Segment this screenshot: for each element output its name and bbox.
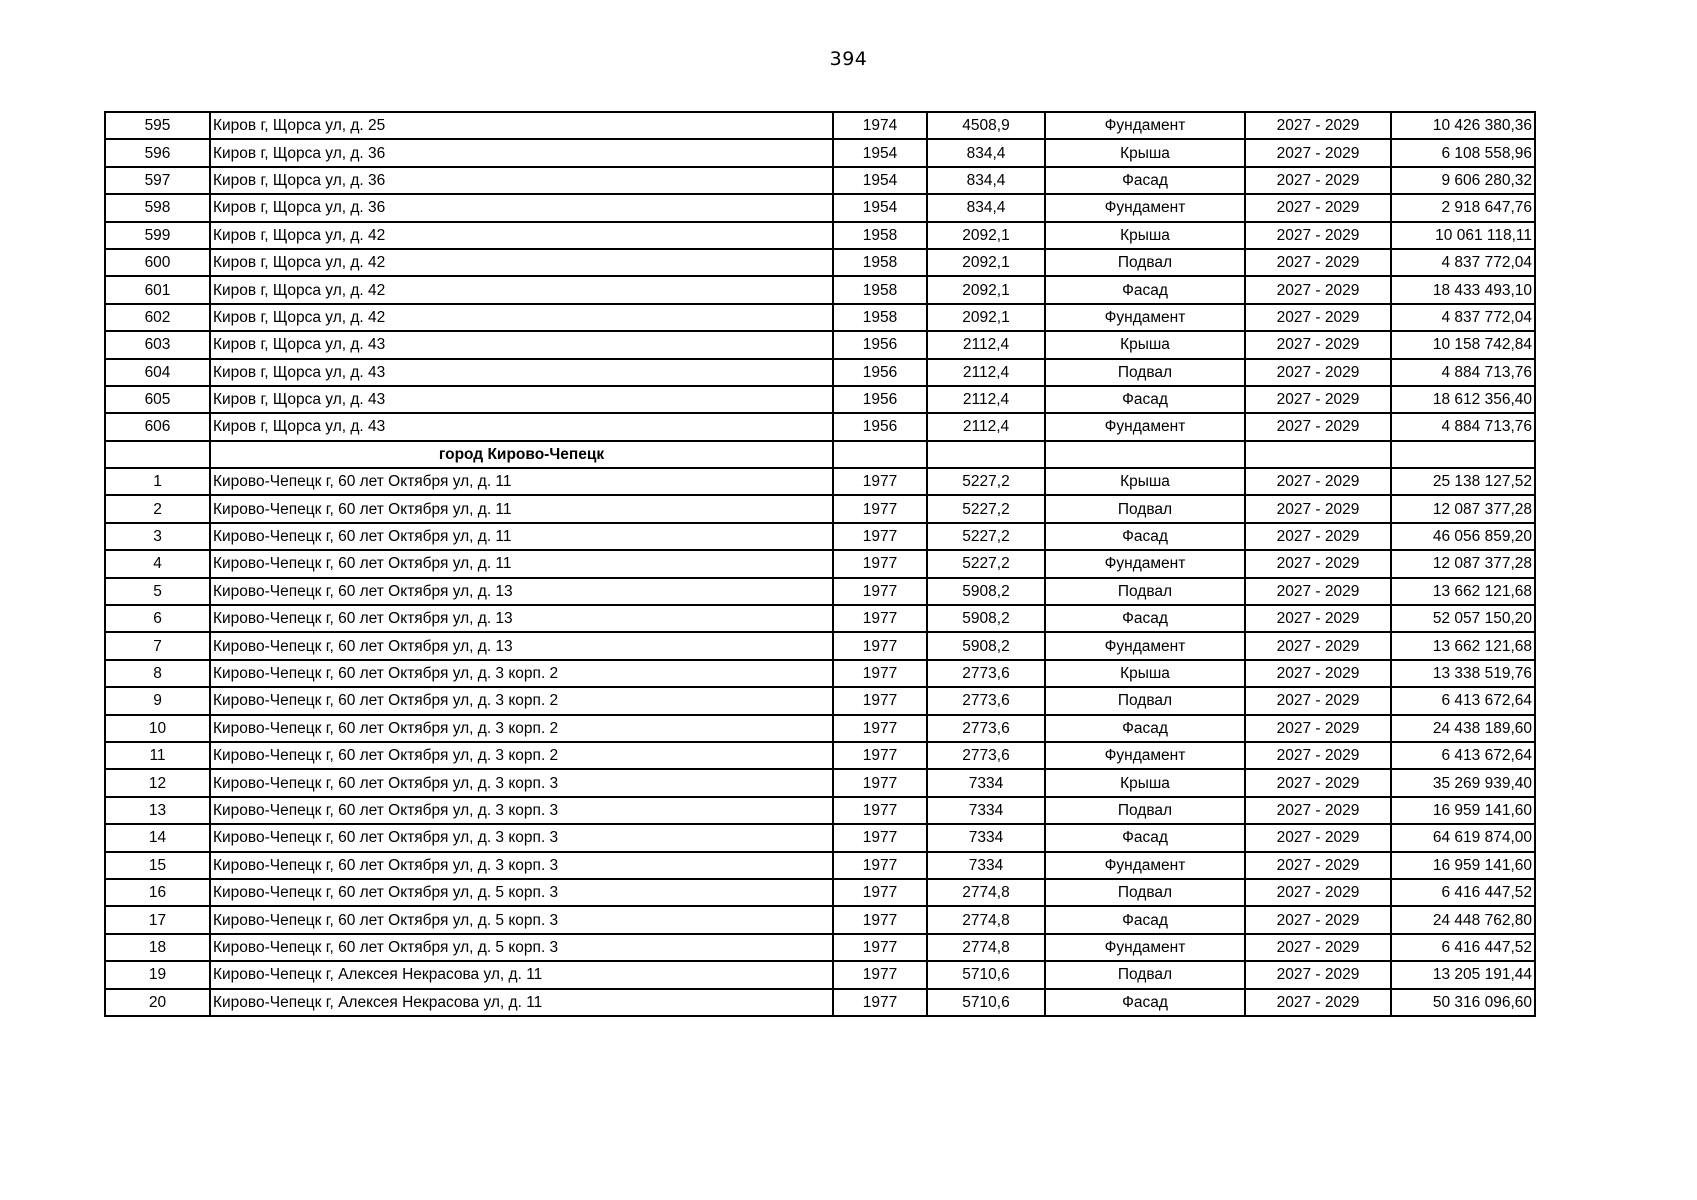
period-cell: 2027 - 2029 bbox=[1245, 359, 1391, 386]
cost-cell: 64 619 874,00 bbox=[1391, 824, 1535, 851]
row-number-cell: 603 bbox=[105, 331, 210, 358]
period-cell: 2027 - 2029 bbox=[1245, 961, 1391, 988]
address-cell: Кирово-Чепецк г, 60 лет Октября ул, д. 11 bbox=[210, 468, 833, 495]
page-number: 394 bbox=[829, 48, 868, 70]
period-cell: 2027 - 2029 bbox=[1245, 249, 1391, 276]
area-cell: 5227,2 bbox=[927, 523, 1045, 550]
area-cell: 5227,2 bbox=[927, 468, 1045, 495]
year-built-cell: 1958 bbox=[833, 249, 927, 276]
table-row bbox=[105, 139, 1535, 166]
area-cell: 5227,2 bbox=[927, 550, 1045, 577]
cost-cell: 18 612 356,40 bbox=[1391, 386, 1535, 413]
area-cell: 5227,2 bbox=[927, 495, 1045, 522]
cost-cell: 52 057 150,20 bbox=[1391, 605, 1535, 632]
period-cell: 2027 - 2029 bbox=[1245, 550, 1391, 577]
work-type-cell: Фасад bbox=[1045, 523, 1245, 550]
work-type-cell: Крыша bbox=[1045, 139, 1245, 166]
work-type-cell: Фасад bbox=[1045, 167, 1245, 194]
row-number-cell: 600 bbox=[105, 249, 210, 276]
empty-cell bbox=[833, 441, 927, 468]
period-cell: 2027 - 2029 bbox=[1245, 578, 1391, 605]
row-number-cell: 2 bbox=[105, 495, 210, 522]
cost-cell: 13 662 121,68 bbox=[1391, 578, 1535, 605]
address-cell: Кирово-Чепецк г, 60 лет Октября ул, д. 13 bbox=[210, 632, 833, 659]
row-number-cell: 3 bbox=[105, 523, 210, 550]
period-cell: 2027 - 2029 bbox=[1245, 167, 1391, 194]
table-row bbox=[105, 687, 1535, 714]
year-built-cell: 1977 bbox=[833, 989, 927, 1016]
address-cell: Киров г, Щорса ул, д. 42 bbox=[210, 276, 833, 303]
address-cell: Кирово-Чепецк г, 60 лет Октября ул, д. 5 корп. 3 bbox=[210, 906, 833, 933]
address-cell: Кирово-Чепецк г, 60 лет Октября ул, д. 3 корп. 3 bbox=[210, 769, 833, 796]
cost-cell: 12 087 377,28 bbox=[1391, 495, 1535, 522]
row-number-cell: 599 bbox=[105, 222, 210, 249]
cost-cell: 6 413 672,64 bbox=[1391, 687, 1535, 714]
row-number-cell: 7 bbox=[105, 632, 210, 659]
year-built-cell: 1977 bbox=[833, 797, 927, 824]
cost-cell: 2 918 647,76 bbox=[1391, 194, 1535, 221]
area-cell: 834,4 bbox=[927, 194, 1045, 221]
address-cell: Кирово-Чепецк г, 60 лет Октября ул, д. 3 корп. 2 bbox=[210, 687, 833, 714]
period-cell: 2027 - 2029 bbox=[1245, 331, 1391, 358]
row-number-cell: 1 bbox=[105, 468, 210, 495]
address-cell: Киров г, Щорса ул, д. 36 bbox=[210, 194, 833, 221]
table-row bbox=[105, 961, 1535, 988]
area-cell: 2774,8 bbox=[927, 879, 1045, 906]
cost-cell: 6 416 447,52 bbox=[1391, 934, 1535, 961]
row-number-cell: 15 bbox=[105, 852, 210, 879]
table-row bbox=[105, 824, 1535, 851]
period-cell: 2027 - 2029 bbox=[1245, 824, 1391, 851]
year-built-cell: 1977 bbox=[833, 523, 927, 550]
period-cell: 2027 - 2029 bbox=[1245, 468, 1391, 495]
row-number-cell: 13 bbox=[105, 797, 210, 824]
row-number-cell: 601 bbox=[105, 276, 210, 303]
work-type-cell: Фасад bbox=[1045, 605, 1245, 632]
empty-cell bbox=[1245, 441, 1391, 468]
table-row bbox=[105, 249, 1535, 276]
cost-cell: 35 269 939,40 bbox=[1391, 769, 1535, 796]
area-cell: 2092,1 bbox=[927, 276, 1045, 303]
work-type-cell: Фундамент bbox=[1045, 934, 1245, 961]
cost-cell: 10 158 742,84 bbox=[1391, 331, 1535, 358]
cost-cell: 6 416 447,52 bbox=[1391, 879, 1535, 906]
cost-cell: 4 884 713,76 bbox=[1391, 413, 1535, 440]
address-cell: Кирово-Чепецк г, 60 лет Октября ул, д. 3 корп. 3 bbox=[210, 824, 833, 851]
work-type-cell: Подвал bbox=[1045, 687, 1245, 714]
area-cell: 5908,2 bbox=[927, 605, 1045, 632]
cost-cell: 24 448 762,80 bbox=[1391, 906, 1535, 933]
row-number-cell: 18 bbox=[105, 934, 210, 961]
work-type-cell: Фундамент bbox=[1045, 632, 1245, 659]
table-row bbox=[105, 276, 1535, 303]
work-type-cell: Фасад bbox=[1045, 989, 1245, 1016]
table-row bbox=[105, 304, 1535, 331]
work-type-cell: Подвал bbox=[1045, 961, 1245, 988]
work-type-cell: Фасад bbox=[1045, 715, 1245, 742]
work-type-cell: Фундамент bbox=[1045, 852, 1245, 879]
period-cell: 2027 - 2029 bbox=[1245, 139, 1391, 166]
year-built-cell: 1977 bbox=[833, 550, 927, 577]
year-built-cell: 1977 bbox=[833, 852, 927, 879]
work-type-cell: Крыша bbox=[1045, 331, 1245, 358]
table-row bbox=[105, 989, 1535, 1016]
address-cell: Кирово-Чепецк г, 60 лет Октября ул, д. 3 корп. 2 bbox=[210, 742, 833, 769]
row-number-cell: 8 bbox=[105, 660, 210, 687]
table-row bbox=[105, 660, 1535, 687]
year-built-cell: 1977 bbox=[833, 934, 927, 961]
area-cell: 7334 bbox=[927, 769, 1045, 796]
table-row bbox=[105, 934, 1535, 961]
address-cell: Кирово-Чепецк г, 60 лет Октября ул, д. 11 bbox=[210, 523, 833, 550]
table-row bbox=[105, 550, 1535, 577]
cost-cell: 16 959 141,60 bbox=[1391, 797, 1535, 824]
cost-cell: 12 087 377,28 bbox=[1391, 550, 1535, 577]
work-type-cell: Фундамент bbox=[1045, 194, 1245, 221]
area-cell: 5908,2 bbox=[927, 578, 1045, 605]
address-cell: Кирово-Чепецк г, 60 лет Октября ул, д. 3 корп. 3 bbox=[210, 852, 833, 879]
address-cell: Киров г, Щорса ул, д. 43 bbox=[210, 331, 833, 358]
period-cell: 2027 - 2029 bbox=[1245, 523, 1391, 550]
row-number-cell: 14 bbox=[105, 824, 210, 851]
table-row bbox=[105, 879, 1535, 906]
address-cell: Киров г, Щорса ул, д. 25 bbox=[210, 112, 833, 139]
cost-cell: 6 108 558,96 bbox=[1391, 139, 1535, 166]
row-number-cell: 19 bbox=[105, 961, 210, 988]
year-built-cell: 1977 bbox=[833, 687, 927, 714]
row-number-cell: 604 bbox=[105, 359, 210, 386]
year-built-cell: 1956 bbox=[833, 359, 927, 386]
cost-cell: 13 662 121,68 bbox=[1391, 632, 1535, 659]
period-cell: 2027 - 2029 bbox=[1245, 769, 1391, 796]
table-row bbox=[105, 112, 1535, 139]
row-number-cell: 17 bbox=[105, 906, 210, 933]
cost-cell: 10 426 380,36 bbox=[1391, 112, 1535, 139]
period-cell: 2027 - 2029 bbox=[1245, 276, 1391, 303]
cost-cell: 9 606 280,32 bbox=[1391, 167, 1535, 194]
empty-cell bbox=[1045, 441, 1245, 468]
period-cell: 2027 - 2029 bbox=[1245, 715, 1391, 742]
address-cell: Киров г, Щорса ул, д. 42 bbox=[210, 304, 833, 331]
address-cell: Киров г, Щорса ул, д. 43 bbox=[210, 386, 833, 413]
area-cell: 2092,1 bbox=[927, 249, 1045, 276]
area-cell: 2112,4 bbox=[927, 359, 1045, 386]
address-cell: Кирово-Чепецк г, 60 лет Октября ул, д. 5 корп. 3 bbox=[210, 934, 833, 961]
year-built-cell: 1977 bbox=[833, 632, 927, 659]
cost-cell: 46 056 859,20 bbox=[1391, 523, 1535, 550]
period-cell: 2027 - 2029 bbox=[1245, 495, 1391, 522]
table-row bbox=[105, 194, 1535, 221]
work-type-cell: Фасад bbox=[1045, 276, 1245, 303]
row-number-cell: 602 bbox=[105, 304, 210, 331]
year-built-cell: 1977 bbox=[833, 879, 927, 906]
cost-cell: 25 138 127,52 bbox=[1391, 468, 1535, 495]
period-cell: 2027 - 2029 bbox=[1245, 879, 1391, 906]
period-cell: 2027 - 2029 bbox=[1245, 906, 1391, 933]
address-cell: Киров г, Щорса ул, д. 43 bbox=[210, 413, 833, 440]
year-built-cell: 1954 bbox=[833, 139, 927, 166]
area-cell: 5908,2 bbox=[927, 632, 1045, 659]
area-cell: 2112,4 bbox=[927, 386, 1045, 413]
year-built-cell: 1977 bbox=[833, 578, 927, 605]
address-cell: Киров г, Щорса ул, д. 42 bbox=[210, 222, 833, 249]
work-type-cell: Крыша bbox=[1045, 222, 1245, 249]
row-number-cell: 595 bbox=[105, 112, 210, 139]
year-built-cell: 1977 bbox=[833, 605, 927, 632]
row-number-cell: 4 bbox=[105, 550, 210, 577]
work-type-cell: Крыша bbox=[1045, 660, 1245, 687]
table-row bbox=[105, 167, 1535, 194]
year-built-cell: 1954 bbox=[833, 167, 927, 194]
period-cell: 2027 - 2029 bbox=[1245, 222, 1391, 249]
table-row bbox=[105, 715, 1535, 742]
address-cell: Кирово-Чепецк г, Алексея Некрасова ул, д. 11 bbox=[210, 961, 833, 988]
period-cell: 2027 - 2029 bbox=[1245, 632, 1391, 659]
work-type-cell: Фундамент bbox=[1045, 112, 1245, 139]
area-cell: 7334 bbox=[927, 852, 1045, 879]
period-cell: 2027 - 2029 bbox=[1245, 605, 1391, 632]
work-type-cell: Фундамент bbox=[1045, 550, 1245, 577]
work-type-cell: Подвал bbox=[1045, 359, 1245, 386]
address-cell: Киров г, Щорса ул, д. 36 bbox=[210, 167, 833, 194]
table-row bbox=[105, 523, 1535, 550]
year-built-cell: 1958 bbox=[833, 222, 927, 249]
cost-cell: 13 338 519,76 bbox=[1391, 660, 1535, 687]
table-row bbox=[105, 632, 1535, 659]
row-number-cell: 605 bbox=[105, 386, 210, 413]
work-type-cell: Фундамент bbox=[1045, 742, 1245, 769]
work-type-cell: Подвал bbox=[1045, 495, 1245, 522]
address-cell: Киров г, Щорса ул, д. 36 bbox=[210, 139, 833, 166]
area-cell: 2773,6 bbox=[927, 715, 1045, 742]
row-number-cell: 11 bbox=[105, 742, 210, 769]
table-row bbox=[105, 331, 1535, 358]
work-type-cell: Крыша bbox=[1045, 769, 1245, 796]
period-cell: 2027 - 2029 bbox=[1245, 989, 1391, 1016]
period-cell: 2027 - 2029 bbox=[1245, 742, 1391, 769]
area-cell: 2092,1 bbox=[927, 222, 1045, 249]
row-number-cell: 598 bbox=[105, 194, 210, 221]
work-type-cell: Крыша bbox=[1045, 468, 1245, 495]
year-built-cell: 1977 bbox=[833, 824, 927, 851]
row-number-cell: 10 bbox=[105, 715, 210, 742]
work-type-cell: Подвал bbox=[1045, 879, 1245, 906]
address-cell: Кирово-Чепецк г, 60 лет Октября ул, д. 13 bbox=[210, 605, 833, 632]
address-cell: Кирово-Чепецк г, 60 лет Октября ул, д. 5 корп. 3 bbox=[210, 879, 833, 906]
table-row bbox=[105, 468, 1535, 495]
row-number-cell: 20 bbox=[105, 989, 210, 1016]
row-number-cell: 597 bbox=[105, 167, 210, 194]
cost-cell: 24 438 189,60 bbox=[1391, 715, 1535, 742]
area-cell: 2773,6 bbox=[927, 687, 1045, 714]
year-built-cell: 1977 bbox=[833, 742, 927, 769]
year-built-cell: 1977 bbox=[833, 715, 927, 742]
area-cell: 2112,4 bbox=[927, 413, 1045, 440]
year-built-cell: 1956 bbox=[833, 331, 927, 358]
address-cell: Киров г, Щорса ул, д. 43 bbox=[210, 359, 833, 386]
empty-cell bbox=[1391, 441, 1535, 468]
year-built-cell: 1977 bbox=[833, 961, 927, 988]
work-type-cell: Фасад bbox=[1045, 824, 1245, 851]
year-built-cell: 1977 bbox=[833, 769, 927, 796]
area-cell: 7334 bbox=[927, 797, 1045, 824]
row-number-cell: 5 bbox=[105, 578, 210, 605]
table-row bbox=[105, 495, 1535, 522]
table-row bbox=[105, 413, 1535, 440]
area-cell: 7334 bbox=[927, 824, 1045, 851]
address-cell: Кирово-Чепецк г, 60 лет Октября ул, д. 3 корп. 2 bbox=[210, 660, 833, 687]
area-cell: 2092,1 bbox=[927, 304, 1045, 331]
row-number-cell: 596 bbox=[105, 139, 210, 166]
table-row bbox=[105, 769, 1535, 796]
work-type-cell: Фасад bbox=[1045, 906, 1245, 933]
table-body bbox=[105, 112, 1535, 1016]
period-cell: 2027 - 2029 bbox=[1245, 797, 1391, 824]
work-type-cell: Фасад bbox=[1045, 386, 1245, 413]
period-cell: 2027 - 2029 bbox=[1245, 112, 1391, 139]
area-cell: 2773,6 bbox=[927, 660, 1045, 687]
period-cell: 2027 - 2029 bbox=[1245, 934, 1391, 961]
table-row bbox=[105, 578, 1535, 605]
address-cell: Кирово-Чепецк г, 60 лет Октября ул, д. 11 bbox=[210, 550, 833, 577]
work-type-cell: Фундамент bbox=[1045, 304, 1245, 331]
cost-cell: 4 837 772,04 bbox=[1391, 249, 1535, 276]
address-cell: Кирово-Чепецк г, 60 лет Октября ул, д. 13 bbox=[210, 578, 833, 605]
table-row bbox=[105, 742, 1535, 769]
period-cell: 2027 - 2029 bbox=[1245, 852, 1391, 879]
address-cell: Киров г, Щорса ул, д. 42 bbox=[210, 249, 833, 276]
address-cell: Кирово-Чепецк г, 60 лет Октября ул, д. 11 bbox=[210, 495, 833, 522]
area-cell: 2773,6 bbox=[927, 742, 1045, 769]
work-type-cell: Подвал bbox=[1045, 578, 1245, 605]
cost-cell: 4 884 713,76 bbox=[1391, 359, 1535, 386]
year-built-cell: 1977 bbox=[833, 660, 927, 687]
area-cell: 2774,8 bbox=[927, 906, 1045, 933]
cost-cell: 13 205 191,44 bbox=[1391, 961, 1535, 988]
year-built-cell: 1977 bbox=[833, 906, 927, 933]
table-row bbox=[105, 359, 1535, 386]
period-cell: 2027 - 2029 bbox=[1245, 660, 1391, 687]
year-built-cell: 1958 bbox=[833, 276, 927, 303]
address-cell: Кирово-Чепецк г, 60 лет Октября ул, д. 3 корп. 2 bbox=[210, 715, 833, 742]
work-type-cell: Фундамент bbox=[1045, 413, 1245, 440]
work-type-cell: Подвал bbox=[1045, 797, 1245, 824]
area-cell: 834,4 bbox=[927, 139, 1045, 166]
table-row bbox=[105, 605, 1535, 632]
period-cell: 2027 - 2029 bbox=[1245, 413, 1391, 440]
cost-cell: 16 959 141,60 bbox=[1391, 852, 1535, 879]
period-cell: 2027 - 2029 bbox=[1245, 304, 1391, 331]
period-cell: 2027 - 2029 bbox=[1245, 194, 1391, 221]
address-cell: Кирово-Чепецк г, 60 лет Октября ул, д. 3 корп. 3 bbox=[210, 797, 833, 824]
row-number-cell: 6 bbox=[105, 605, 210, 632]
row-number-cell: 606 bbox=[105, 413, 210, 440]
area-cell: 5710,6 bbox=[927, 989, 1045, 1016]
table-row bbox=[105, 906, 1535, 933]
year-built-cell: 1954 bbox=[833, 194, 927, 221]
work-type-cell: Подвал bbox=[1045, 249, 1245, 276]
table-row bbox=[105, 797, 1535, 824]
year-built-cell: 1977 bbox=[833, 495, 927, 522]
table-row bbox=[105, 222, 1535, 249]
area-cell: 2112,4 bbox=[927, 331, 1045, 358]
year-built-cell: 1974 bbox=[833, 112, 927, 139]
section-header-row bbox=[105, 441, 1535, 468]
table-row bbox=[105, 386, 1535, 413]
year-built-cell: 1956 bbox=[833, 413, 927, 440]
empty-cell bbox=[927, 441, 1045, 468]
area-cell: 5710,6 bbox=[927, 961, 1045, 988]
cost-cell: 18 433 493,10 bbox=[1391, 276, 1535, 303]
cost-cell: 10 061 118,11 bbox=[1391, 222, 1535, 249]
address-cell: Кирово-Чепецк г, Алексея Некрасова ул, д. 11 bbox=[210, 989, 833, 1016]
period-cell: 2027 - 2029 bbox=[1245, 687, 1391, 714]
area-cell: 2774,8 bbox=[927, 934, 1045, 961]
year-built-cell: 1956 bbox=[833, 386, 927, 413]
cost-cell: 6 413 672,64 bbox=[1391, 742, 1535, 769]
period-cell: 2027 - 2029 bbox=[1245, 386, 1391, 413]
row-number-cell: 12 bbox=[105, 769, 210, 796]
area-cell: 834,4 bbox=[927, 167, 1045, 194]
area-cell: 4508,9 bbox=[927, 112, 1045, 139]
section-title: город Кирово-Чепецк bbox=[210, 441, 833, 468]
cost-cell: 4 837 772,04 bbox=[1391, 304, 1535, 331]
row-number-cell: 16 bbox=[105, 879, 210, 906]
year-built-cell: 1977 bbox=[833, 468, 927, 495]
empty-cell bbox=[105, 441, 210, 468]
table-row bbox=[105, 852, 1535, 879]
cost-cell: 50 316 096,60 bbox=[1391, 989, 1535, 1016]
year-built-cell: 1958 bbox=[833, 304, 927, 331]
capital-repair-table bbox=[104, 111, 1536, 1017]
row-number-cell: 9 bbox=[105, 687, 210, 714]
